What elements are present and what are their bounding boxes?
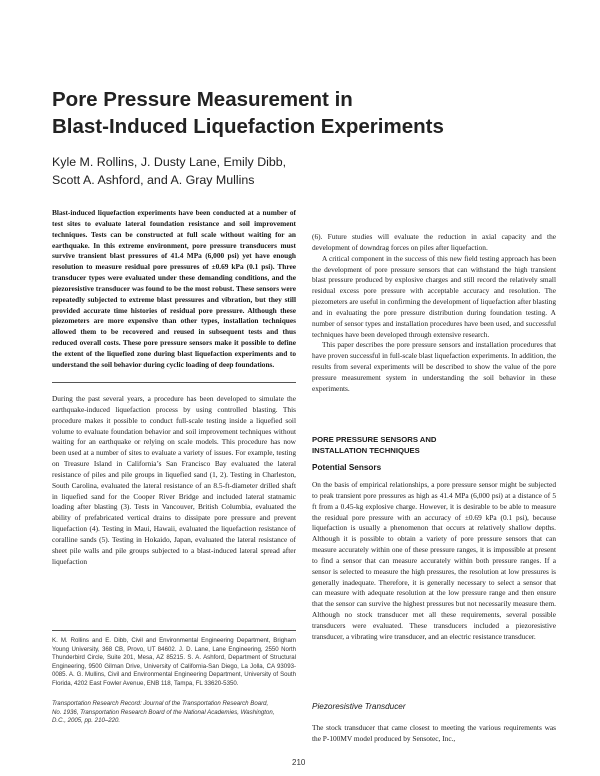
author-list — [52, 154, 552, 189]
abstract-text: Blast-induced liquefaction experiments have been conducted at a number of test sites to evaluate lateral foundation resistance and soil improvement techniques. Tests can be constructed at full scale without waiting for an earthquake. In this extreme environment, pore pressure transducers must survive transient blast pressures of 41.4 MPa (6,000 psi) yet have enough resolution to measure residual pore pressures of ±0.69 kPa (0.1 psi). Three transducer types were evaluated under these demanding conditions, and the piezoresistive transducer was found to be the most robust. These sensors were repeatedly subjected to extreme blast pressures and vibration, but they still provided accurate time histories of residual pore pressure. Although these piezometers are more expensive than other types, installation techniques allowed them to be recovered and reused in subsequent tests and thus reduced overall costs. These pore pressure sensors make it possible to define the extent of the liquefied zone during blast liquefaction experiments and to understand the soil behavior during cyclic loading of deep foundations. — [52, 208, 296, 369]
abstract-divider — [52, 382, 296, 383]
journal-citation — [52, 700, 296, 726]
author-affiliations — [52, 637, 296, 689]
introduction-paragraph: During the past several years, a procedure has been developed to simulate the earthquake-induced liquefaction process by using controlled blasting. This procedure makes it possible to conduct full-scale testing inside a liquefied soil volume to evaluate foundation behavior and soil improvement techniques without waiting for an earthquake or relying on scale models. This procedure has now been used at a number of sites to evaluate a variety of issues. For example, testing on Treasure Island in California’s San Francisco Bay evaluated the lateral resistance of piles and pile groups in liquefied sand (1, 2). Testing in Charleston, South Carolina, evaluated the lateral resistance of an 8.5-ft-diameter drilled shaft in liquefied sand for the Cooper River Bridge and included lateral statnamic loading after blasting (3). Tests in Vancouver, British Columbia, evaluated the ability of prefabricated vertical drains to dissipate pore pressure and prevent liquefaction (4). Testing in Maui, Hawaii, evaluated the liquefaction resistance of coralline sands (5). Testing in Hokaido, Japan, evaluated the lateral resistance of sheet pile walls and pile groups subjected to a blast-induced lateral spread after liquefaction — [52, 394, 296, 566]
author-list-line-1: Kyle M. Rollins, J. Dusty Lane, Emily Dibb, — [52, 155, 287, 169]
journal-citation-line-1: Transportation Research Record: Journal of the Transportation Research Board, — [52, 700, 269, 707]
author-list-line-2: Scott A. Ashford, and A. Gray Mullins — [52, 172, 255, 187]
journal-citation-line-2: No. 1936, Transportation Research Board of the National Academies, Washington, — [52, 708, 275, 716]
page-number: 210 — [292, 758, 306, 767]
piezoresistive-section — [312, 723, 556, 745]
journal-citation-line-3: D.C., 2005, pp. 210–220. — [52, 717, 121, 725]
potential-sensors-section — [312, 480, 556, 643]
article-title — [52, 86, 472, 140]
abstract — [52, 208, 296, 371]
right-paragraph-2: A critical component in the success of this new field testing approach has been the development of pore pressure sensors that can withstand the high transient blast pressure produced by explosive charges and still record the relatively small residual excess pore pressure with acceptable accuracy and resolution. The piezometers are useful in confirming the development of liquefaction after blasting and in evaluating the pore pressure distribution during foundation testing. A number of sensor types and installation procedures have been used, and successful techniques have been developed through extensive research. — [312, 253, 556, 339]
article-title-line-2: Blast-Induced Liquefaction Experiments — [52, 115, 444, 138]
section-heading — [312, 435, 556, 456]
footnote-divider — [52, 630, 296, 631]
right-column-intro — [312, 232, 556, 395]
potential-sensors-paragraph: On the basis of empirical relationships, a pore pressure sensor might be subjected to peak transient pore pressures as high as 41.4 MPa (6,000 psi) at a distance of 5 ft from a 0.45-kg explosive charge. However, it is desirable to be able to measure the residual pore pressure with an accuracy of ±0.69 kPa (0.1 psi), because liquefaction is usually a phenomenon that occurs at relatively shallow depths. Although it is possible to obtain a variety of pore pressure sensors that can measure accurately within one of these pressure ranges, it is impossible at present to find a sensor that can measure accurately within both pressure ranges. If a sensor is selected to measure the high pressures, the resolution at low pressures is generally inadequate. Therefore, it is generally necessary to select a sensor that can measure with adequate resolution at the low pressure range and then ensure that the sensor can survive the highest pressures but not necessarily measure them. Although no stock transducer met all these requirements, several possible transducers were evaluated. These transducers included a piezoresistive transducer, a vibrating wire transducer, and an electric resistance transducer. — [312, 480, 556, 641]
right-paragraph-1: (6). Future studies will evaluate the reduction in axial capacity and the development of downdrag forces on piles after liquefaction. — [312, 232, 556, 252]
section-heading-line-2: INSTALLATION TECHNIQUES — [312, 445, 420, 455]
subsection-heading-piezoresistive: Piezoresistive Transducer — [312, 702, 406, 711]
right-paragraph-3: This paper describes the pore pressure sensors and installation procedures that have proven successful in full-scale blast liquefaction experiments. In addition, the results from several experiments will be described to show the value of the pore pressure measurement system in understanding the soil behavior in these experiments. — [312, 340, 556, 393]
piezoresistive-paragraph: The stock transducer that came closest to meeting the various requirements was the P-100MV model produced by Sensotec, Inc., — [312, 723, 556, 743]
subsection-heading-potential-sensors: Potential Sensors — [312, 463, 382, 472]
article-title-line-1: Pore Pressure Measurement in — [52, 88, 353, 111]
section-heading-line-1: PORE PRESSURE SENSORS AND — [312, 435, 437, 444]
introduction-column — [52, 394, 296, 568]
author-affiliations-text: K. M. Rollins and E. Dibb, Civil and Environmental Engineering Department, Brigham Young University, 368 CB, Provo, UT 84602. J. D. Lane, Lane Engineering, 2550 North Thunderbird Circle, Suite 201, Mesa, AZ 85215. S. A. Ashford, Department of Structural Engineering, 9500 Gilman Drive, University of California-San Diego, La Jolla, CA 93093-0085. A. G. Mullins, Civil and Environmental Engineering Department, University of South Florida, 4202 East Fowler Avenue, ENB 118, Tampa, FL 33620-5350. — [52, 637, 296, 687]
